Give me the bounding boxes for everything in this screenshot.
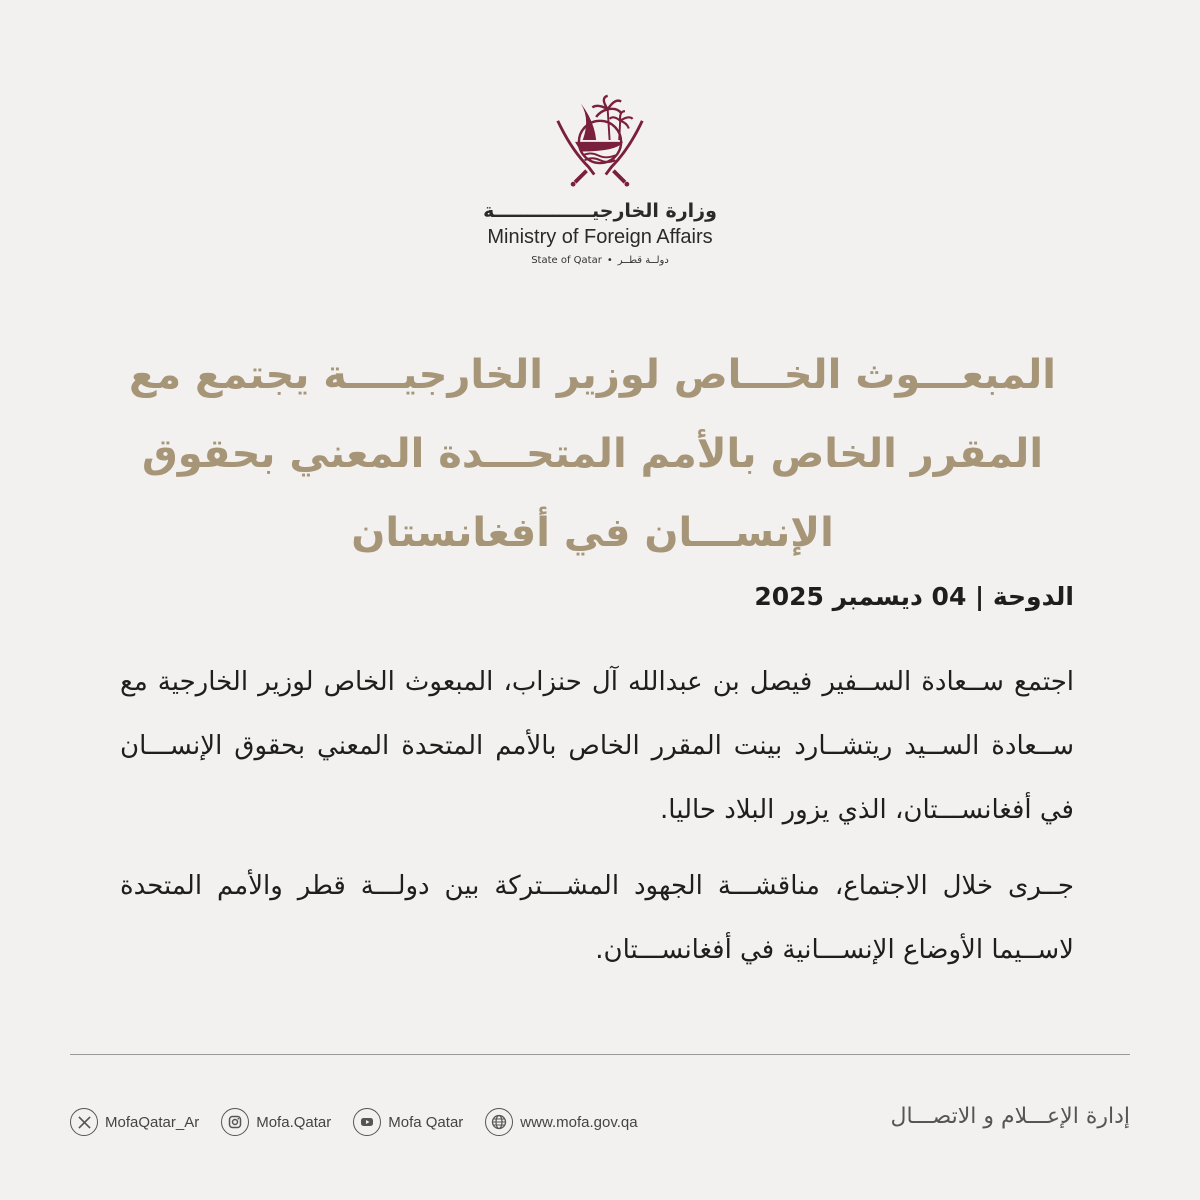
dateline: الدوحة | 04 ديسمبر 2025 — [754, 582, 1074, 611]
social-x[interactable] — [70, 1108, 199, 1136]
body-paragraph-1: اجتمع ســعادة الســفير فيصل بن عبدالله آل حنزاب، المبعوث الخاص لوزير الخارجية مع ســعادة الســيد ريتشــارد بينت المقرر الخاص بالأمم المتحدة المعني بحقوق الإنســـان في أفغانســـتان، الذي يزور البلاد حاليا. — [120, 667, 1074, 825]
social-instagram-label: Mofa.Qatar — [256, 1113, 332, 1131]
globe-icon — [485, 1108, 513, 1136]
instagram-icon — [221, 1108, 249, 1136]
ministry-name-arabic: وزارة الخارجيـــــــــــــــة — [483, 200, 717, 222]
state-name-arabic: دولــة قطــر — [617, 255, 669, 266]
department-name: إدارة الإعـــلام و الاتصـــال — [890, 1104, 1130, 1129]
social-youtube-label: Mofa Qatar — [388, 1113, 464, 1131]
headline: المبعـــوث الخـــاص لوزير الخارجيــــة يجتمع مع المقرر الخاص بالأمم المتحـــدة المعني بحقوق الإنســـان في أفغانستان — [129, 352, 1056, 556]
social-instagram[interactable] — [221, 1108, 331, 1136]
social-youtube[interactable] — [353, 1108, 463, 1136]
social-website-label: www.mofa.gov.qa — [520, 1113, 638, 1131]
x-icon — [70, 1108, 98, 1136]
social-x-label: MofaQatar_Ar — [105, 1113, 200, 1131]
state-line — [531, 255, 669, 266]
footer-divider — [70, 1054, 1130, 1055]
social-website[interactable] — [485, 1108, 637, 1136]
qatar-emblem-icon — [552, 92, 648, 188]
body-paragraph-2: جــرى خلال الاجتماع، مناقشـــة الجهود المشـــتركة بين دولـــة قطر والأمم المتحدة لاســيما الأوضاع الإنســـانية في أفغانســـتان. — [120, 871, 1074, 965]
ministry-logo — [0, 92, 1200, 266]
youtube-icon — [353, 1108, 381, 1136]
state-name-english: State of Qatar — [531, 255, 602, 266]
social-links — [70, 1108, 638, 1136]
ministry-name-english: Ministry of Foreign Affairs — [487, 226, 713, 248]
state-separator: • — [606, 255, 613, 266]
